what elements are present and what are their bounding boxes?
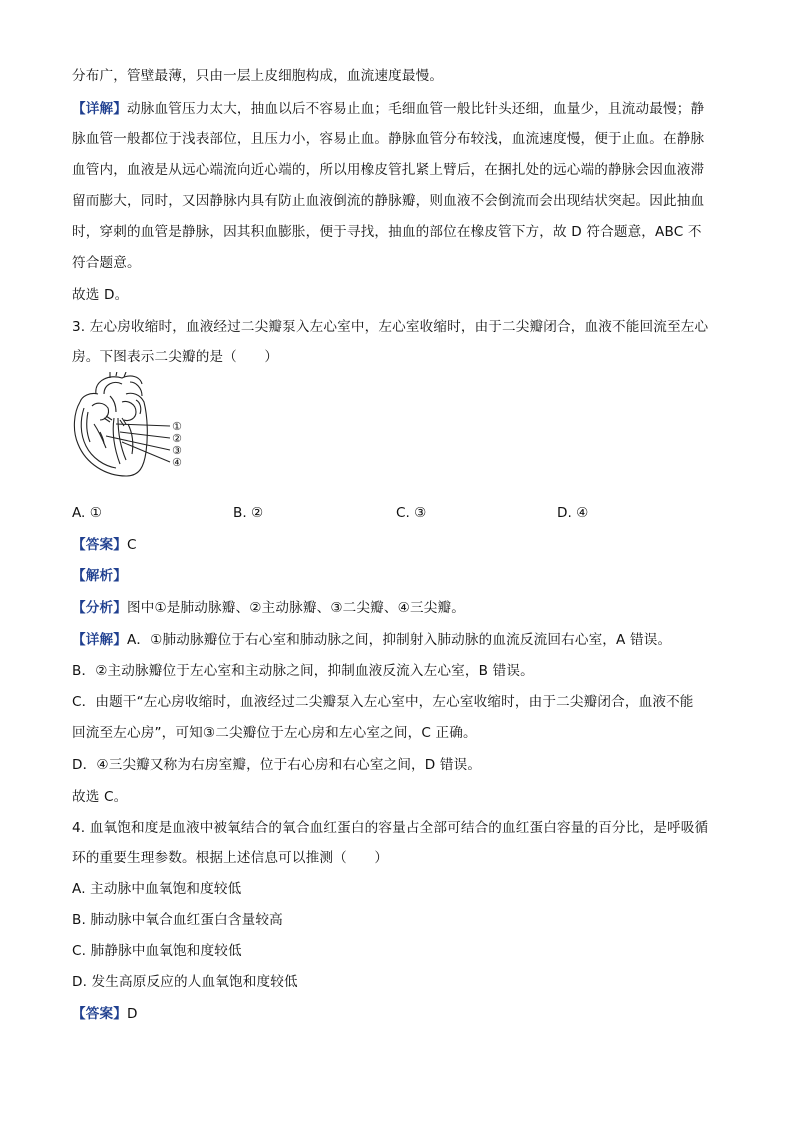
- text-line: 故选 C。: [72, 789, 128, 805]
- question-3: 3. 左心房收缩时，血液经过二尖瓣泵入左心室中，左心室收缩时，由于二尖瓣闭合，血液不能回流至左心: [72, 319, 709, 335]
- text-line: 留而膨大，同时，又因静脉内具有防止血液倒流的静脉瓣，则血液不会倒流而会出现结状突起。因此抽血: [72, 193, 705, 209]
- text-line: 回流至左心房”，可知③二尖瓣位于左心房和左心室之间，C 正确。: [72, 725, 477, 741]
- option-a: A. ①: [72, 505, 102, 521]
- text-line: 【详解】动脉血管压力太大，抽血以后不容易止血；毛细血管一般比针头还细，血量少，且流动最慢；静: [72, 101, 705, 117]
- text-line: D．④三尖瓣又称为右房室瓣，位于右心房和右心室之间，D 错误。: [72, 757, 482, 773]
- section-tag: 【解析】: [72, 568, 127, 584]
- text-line: B．②主动脉瓣位于左心室和主动脉之间，抑制血液反流入左心室，B 错误。: [72, 663, 534, 679]
- answer-line: 【答案】D: [72, 1006, 138, 1022]
- option-line: C. 肺静脉中血氧饱和度较低: [72, 943, 242, 959]
- heart-diagram: [70, 372, 190, 482]
- text-line: 房。下图表示二尖瓣的是（ ）: [72, 349, 279, 365]
- figure-label-2: ②: [172, 432, 182, 445]
- text-line: 故选 D。: [72, 287, 129, 303]
- option-line: D. 发生高原反应的人血氧饱和度较低: [72, 974, 298, 990]
- section-tag: 【详解】: [72, 632, 127, 648]
- text-line: 符合题意。: [72, 255, 141, 271]
- option-b: B. ②: [233, 505, 264, 521]
- option-c: C. ③: [396, 505, 427, 521]
- answer-line: 【答案】C: [72, 537, 137, 553]
- question-4: 4. 血氧饱和度是血液中被氧结合的氧合血红蛋白的容量占全部可结合的血红蛋白容量的百分比，是呼吸循: [72, 820, 709, 836]
- figure-label-3: ③: [172, 444, 182, 457]
- text-line: 时，穿刺的血管是静脉，因其积血膨胀，便于寻找，抽血的部位在橡皮管下方，故 D 符合题意，ABC 不: [72, 224, 702, 240]
- text-line: 分布广，管壁最薄，只由一层上皮细胞构成，血流速度最慢。: [72, 68, 444, 84]
- section-tag: 【答案】: [72, 1006, 127, 1022]
- section-tag: 【答案】: [72, 537, 127, 553]
- text-line: 【分析】图中①是肺动脉瓣、②主动脉瓣、③二尖瓣、④三尖瓣。: [72, 600, 465, 616]
- figure-label-4: ④: [172, 456, 182, 469]
- figure-label-1: ①: [172, 420, 182, 433]
- option-line: B. 肺动脉中氧合血红蛋白含量较高: [72, 912, 283, 928]
- text-line: 脉血管一般都位于浅表部位，且压力小，容易止血。静脉血管分布较浅，血流速度慢，便于止血。在静脉: [72, 131, 705, 147]
- section-tag: 【分析】: [72, 600, 127, 616]
- text-line: C．由题干“左心房收缩时，血液经过二尖瓣泵入左心室中，左心室收缩时，由于二尖瓣闭合，血液不能: [72, 694, 694, 710]
- option-d: D. ④: [557, 505, 589, 521]
- text-line: 【详解】A．①肺动脉瓣位于右心室和肺动脉之间，抑制射入肺动脉的血流反流回右心室，A 错误。: [72, 632, 672, 648]
- analysis-heading: [72, 566, 722, 586]
- section-tag: 【详解】: [72, 101, 127, 117]
- text-line: 环的重要生理参数。根据上述信息可以推测（ ）: [72, 850, 389, 866]
- text-line: 血管内，血液是从远心端流向近心端的，所以用橡皮管扎紧上臂后，在捆扎处的远心端的静脉会因血液滞: [72, 162, 705, 178]
- option-line: A. 主动脉中血氧饱和度较低: [72, 881, 242, 897]
